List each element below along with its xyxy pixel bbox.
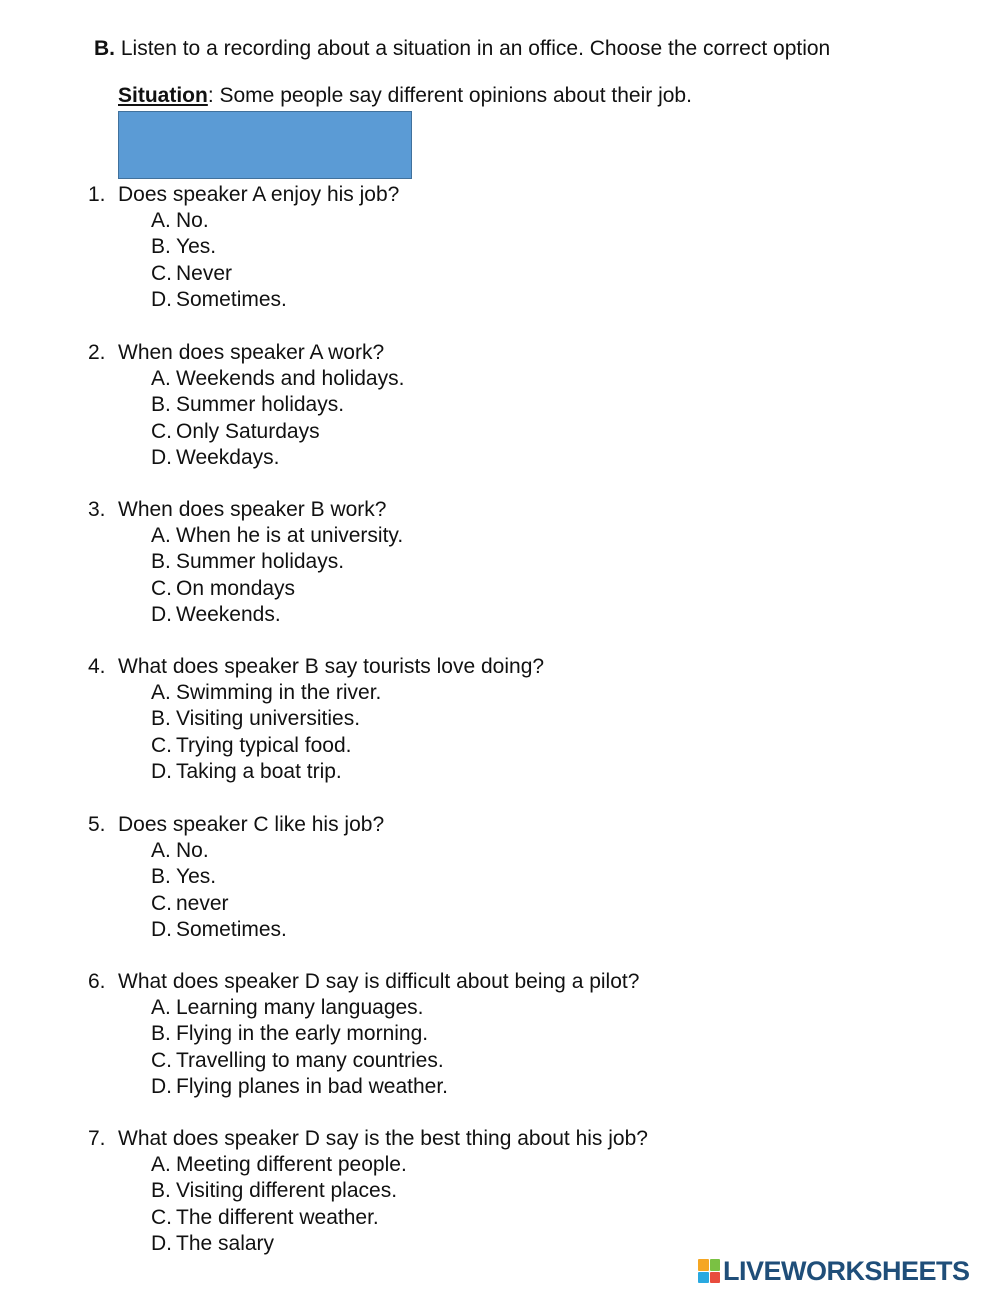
- option-text: Weekends.: [176, 602, 281, 626]
- logo-tile: [698, 1272, 709, 1284]
- option-letter: C.: [151, 1048, 172, 1072]
- option-letter: C.: [151, 576, 172, 600]
- option-text: No.: [176, 839, 209, 862]
- option-letter: D.: [151, 445, 172, 469]
- option-letter: A.: [151, 996, 171, 1019]
- option-text: Yes.: [176, 235, 217, 259]
- question-number: 6.: [88, 970, 106, 993]
- option-letter: C.: [151, 1205, 172, 1229]
- situation-text: : Some people say different opinions about their job.: [207, 84, 692, 107]
- option-text: Never: [176, 261, 233, 285]
- option-text: Flying planes in bad weather.: [176, 1074, 449, 1098]
- option-letter: C.: [151, 733, 172, 757]
- question-text: What does speaker D say is difficult about being a pilot?: [118, 970, 640, 993]
- option-text: Yes.: [176, 865, 217, 889]
- option-letter: D.: [151, 287, 172, 311]
- option-letter: A.: [151, 209, 171, 232]
- question-text: What does speaker B say tourists love doing?: [118, 655, 545, 678]
- question-text: Does speaker C like his job?: [118, 813, 385, 836]
- option-text: Meeting different people.: [176, 1153, 407, 1176]
- logo-tile: [710, 1272, 721, 1284]
- option-letter: A.: [151, 839, 171, 862]
- option-text: Swimming in the river.: [176, 681, 382, 704]
- option-text: Weekends and holidays.: [176, 367, 405, 390]
- option-text: Learning many languages.: [176, 996, 424, 1019]
- question-number: 5.: [88, 813, 106, 836]
- option-letter: D.: [151, 1074, 172, 1098]
- logo-text: LIVEWORKSHEETS: [723, 1255, 970, 1286]
- option-text: Only Saturdays: [176, 419, 320, 443]
- option-letter: C.: [151, 261, 172, 285]
- option-text: The salary: [176, 1231, 275, 1255]
- option-letter: D.: [151, 759, 172, 783]
- question-text: When does speaker B work?: [118, 498, 387, 521]
- option-text: No.: [176, 209, 209, 232]
- option-text: Visiting different places.: [176, 1179, 398, 1203]
- audio-player-placeholder[interactable]: [118, 111, 412, 179]
- option-text: Weekdays.: [176, 445, 280, 469]
- section-instruction: Listen to a recording about a situation in an office. Choose the correct option: [120, 37, 831, 60]
- option-letter: B.: [151, 393, 171, 417]
- question-number: 1.: [88, 183, 106, 206]
- logo-tile: [698, 1259, 709, 1271]
- option-text: On mondays: [176, 576, 296, 600]
- option-letter: D.: [151, 602, 172, 626]
- option-letter: A.: [151, 367, 171, 390]
- question-text: What does speaker D say is the best thing about his job?: [118, 1127, 648, 1150]
- situation-line: [118, 83, 692, 109]
- logo-tile: [710, 1259, 721, 1271]
- question-text: Does speaker A enjoy his job?: [118, 183, 400, 206]
- option-letter: C.: [151, 891, 172, 915]
- option-text: Trying typical food.: [176, 733, 352, 757]
- option-letter: A.: [151, 524, 171, 547]
- option-letter: C.: [151, 419, 172, 443]
- section-header: [94, 36, 830, 62]
- option-text: Sometimes.: [176, 287, 287, 311]
- option-letter: B.: [151, 707, 171, 731]
- option-letter: A.: [151, 681, 171, 704]
- option-text: Travelling to many countries.: [176, 1048, 444, 1072]
- option-text: Summer holidays.: [176, 550, 345, 574]
- liveworksheets-logo[interactable]: [698, 1256, 970, 1286]
- question-number: 2.: [88, 341, 106, 364]
- option-letter: B.: [151, 1179, 171, 1203]
- option-letter: B.: [151, 235, 171, 259]
- question-number: 4.: [88, 655, 106, 678]
- option-text: Taking a boat trip.: [176, 759, 342, 783]
- option-text: never: [176, 891, 229, 915]
- option-text: Visiting universities.: [176, 707, 361, 731]
- option-letter: D.: [151, 917, 172, 941]
- section-letter: B.: [94, 37, 115, 60]
- option-text: Summer holidays.: [176, 393, 345, 417]
- option-text: Flying in the early morning.: [176, 1022, 429, 1046]
- situation-label: Situation: [118, 84, 208, 107]
- liveworksheets-logo-icon: [698, 1259, 720, 1283]
- question-number: 7.: [88, 1127, 106, 1150]
- option-letter: B.: [151, 1022, 171, 1046]
- option-letter: D.: [151, 1231, 172, 1255]
- option-letter: B.: [151, 550, 171, 574]
- option-text: The different weather.: [176, 1205, 379, 1229]
- option-letter: A.: [151, 1153, 171, 1176]
- option-text: Sometimes.: [176, 917, 287, 941]
- question-text: When does speaker A work?: [118, 341, 385, 364]
- option-letter: B.: [151, 865, 171, 889]
- question-number: 3.: [88, 498, 106, 521]
- option-text: When he is at university.: [176, 524, 404, 547]
